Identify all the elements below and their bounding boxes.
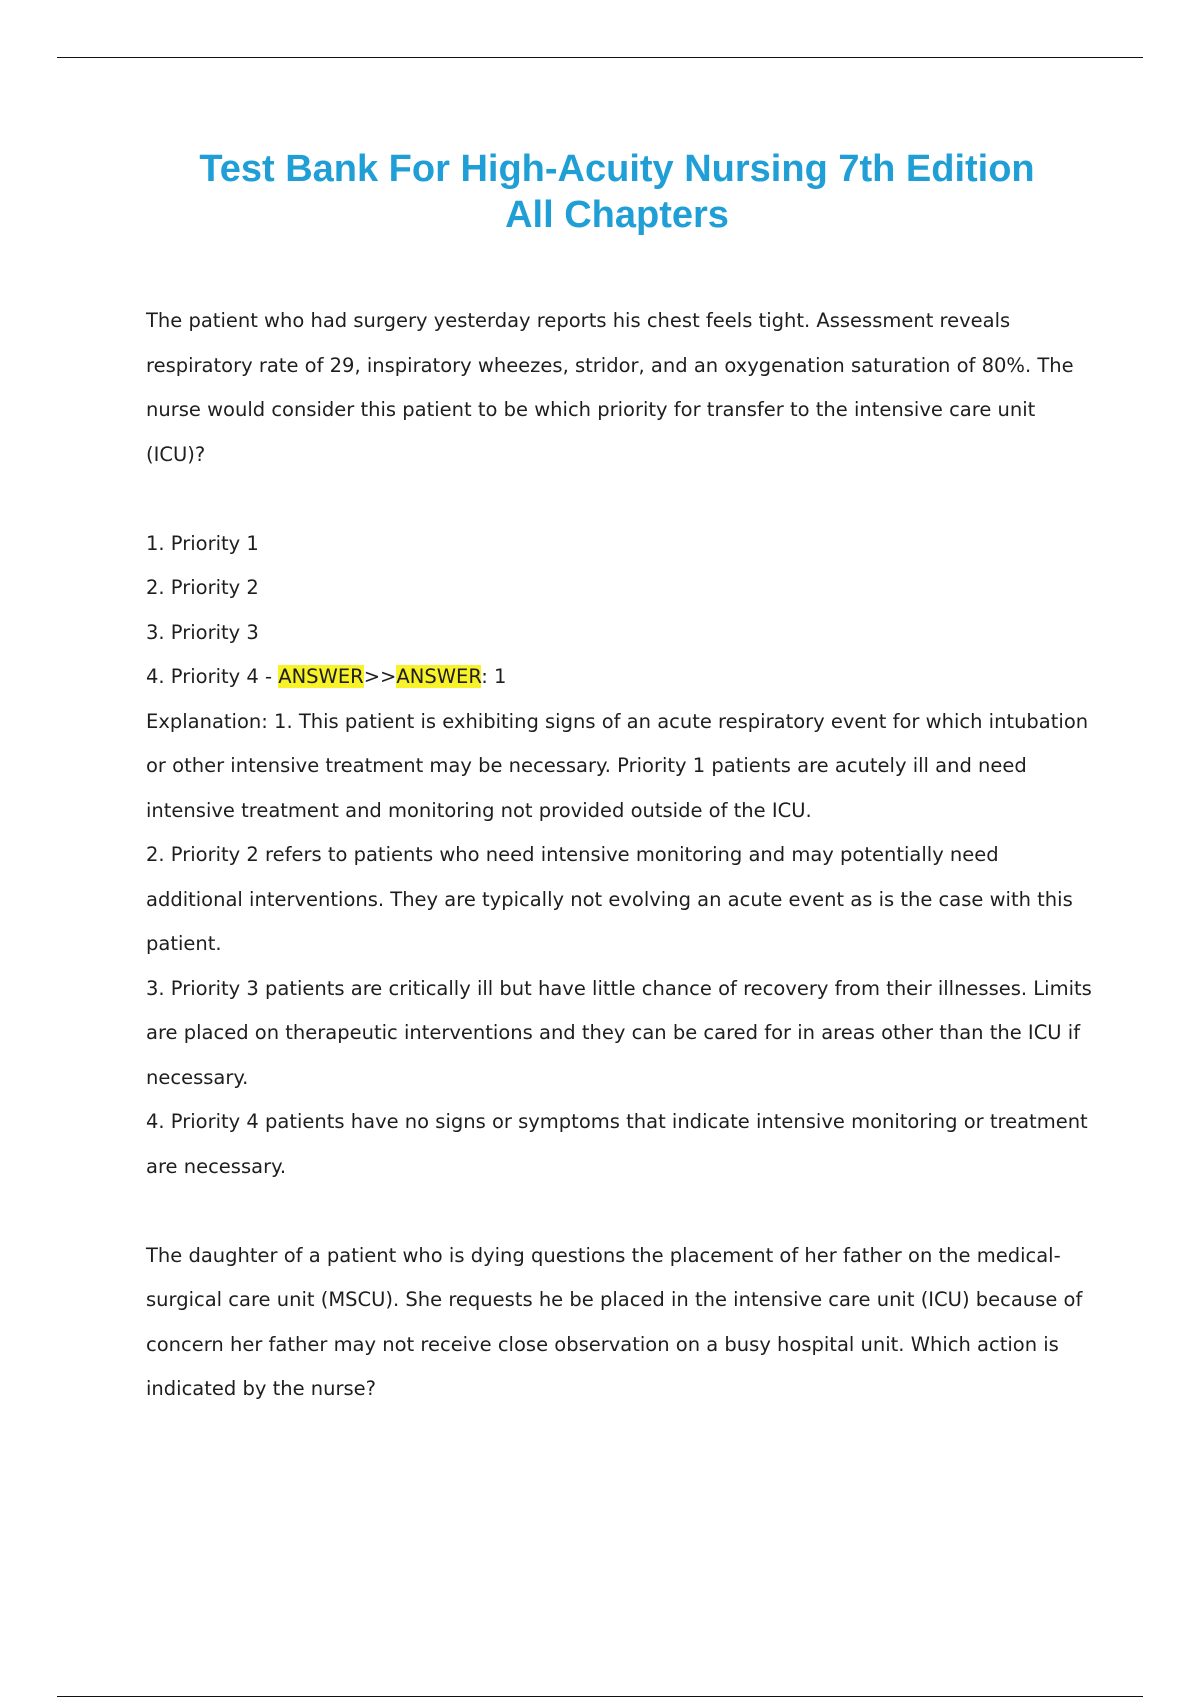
explanation-4: 4. Priority 4 patients have no signs or symptoms that indicate intensive monitoring or treatment are necessary. (146, 1110, 1088, 1178)
title-line-2: All Chapters (505, 194, 729, 236)
document-body (146, 299, 1096, 1412)
explanation-3: 3. Priority 3 patients are critically ill but have little chance of recovery from their illnesses. Limits are placed on therapeutic interventions and they can be cared for in areas other than the ICU if necessary. (146, 976, 1092, 1089)
answer-highlight-1: ANSWER (278, 665, 364, 688)
spacer (146, 1189, 1096, 1234)
question-1-stem: The patient who had surgery yesterday reports his chest feels tight. Assessment reveals respiratory rate of 29, inspiratory wheezes, stridor, and an oxygenation saturation of 80%. The nurse would consider this patient to be which priority for transfer to the intensive care unit (ICU)? (146, 309, 1074, 466)
question-1-option-3: 3. Priority 3 (146, 620, 259, 644)
question-1-option-4-with-answer (146, 655, 1096, 700)
question-1-option-1: 1. Priority 1 (146, 531, 259, 555)
answer-separator: >> (363, 665, 397, 688)
header-rule (57, 57, 1143, 58)
option-4-label: 4. Priority 4 - (146, 665, 279, 688)
spacer (146, 477, 1096, 522)
explanation-1: Explanation: 1. This patient is exhibiting signs of an acute respiratory event for which intubation or other intensive treatment may be necessary. Priority 1 patients are acutely ill and need intensive treatment and monitoring not provided outside of the ICU. (146, 709, 1089, 822)
document-title (100, 146, 1134, 238)
question-1-option-2: 2. Priority 2 (146, 576, 259, 599)
title-line-1: Test Bank For High-Acuity Nursing 7th Edition (199, 148, 1035, 190)
answer-value: : 1 (481, 665, 507, 688)
explanation-2: 2. Priority 2 refers to patients who need intensive monitoring and may potentially need additional interventions. They are typically not evolving an acute event as is the case with this patient. (146, 843, 1073, 955)
footer-rule (57, 1696, 1143, 1697)
answer-highlight-2: ANSWER (396, 665, 482, 688)
question-2-stem: The daughter of a patient who is dying questions the placement of her father on the medical-surgical care unit (MSCU). She requests he be placed in the intensive care unit (ICU) because of concern her father may not receive close observation on a busy hospital unit. Which action is indicated by the nurse? (146, 1243, 1083, 1400)
